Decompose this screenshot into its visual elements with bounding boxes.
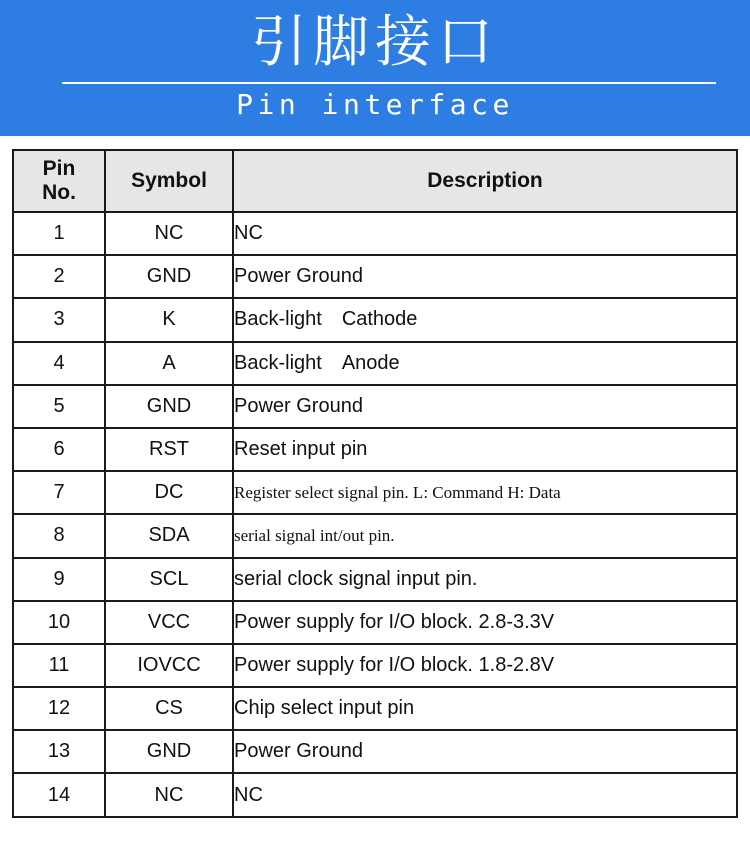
- pin-number: 14: [13, 773, 105, 816]
- pin-symbol: RST: [105, 428, 233, 471]
- header-pin-line1: Pin: [42, 157, 76, 180]
- pin-symbol: NC: [105, 773, 233, 816]
- table-row: [13, 730, 737, 773]
- table-row: [13, 514, 737, 557]
- table-row: [13, 342, 737, 385]
- pin-number: 5: [13, 385, 105, 428]
- table-row: [13, 601, 737, 644]
- pin-description: Chip select input pin: [233, 687, 737, 730]
- header-symbol: Symbol: [105, 150, 233, 212]
- pin-number: 1: [13, 212, 105, 255]
- pin-symbol: A: [105, 342, 233, 385]
- pin-description: Power Ground: [233, 730, 737, 773]
- pin-description: Back-light Anode: [233, 342, 737, 385]
- table-row: [13, 385, 737, 428]
- pin-table: [12, 149, 738, 818]
- header-banner: [0, 0, 750, 136]
- pin-number: 7: [13, 471, 105, 514]
- pin-number: 9: [13, 558, 105, 601]
- pin-symbol: K: [105, 298, 233, 341]
- pin-description: Reset input pin: [233, 428, 737, 471]
- pin-symbol: SCL: [105, 558, 233, 601]
- pin-description: Power Ground: [233, 255, 737, 298]
- pin-symbol: SDA: [105, 514, 233, 557]
- pin-symbol: GND: [105, 385, 233, 428]
- pin-number: 13: [13, 730, 105, 773]
- pin-symbol: VCC: [105, 601, 233, 644]
- page-title-english: Pin interface: [236, 88, 514, 121]
- pin-description: serial signal int/out pin.: [233, 514, 737, 557]
- pin-description: Register select signal pin. L: Command H: Data: [233, 471, 737, 514]
- pin-description: Back-light Cathode: [233, 298, 737, 341]
- title-divider: [62, 82, 716, 84]
- table-row: [13, 644, 737, 687]
- header-pin-line2: No.: [42, 181, 76, 204]
- pin-symbol: DC: [105, 471, 233, 514]
- page-title-chinese: 引脚接口: [251, 10, 499, 75]
- table-row: [13, 212, 737, 255]
- table-row: [13, 558, 737, 601]
- table-row: [13, 687, 737, 730]
- pin-description: NC: [233, 212, 737, 255]
- header-description: Description: [233, 150, 737, 212]
- pin-number: 12: [13, 687, 105, 730]
- header-pin-no: [13, 150, 105, 212]
- pin-number: 8: [13, 514, 105, 557]
- table-row: [13, 471, 737, 514]
- pin-description: Power supply for I/O block. 2.8-3.3V: [233, 601, 737, 644]
- pin-symbol: CS: [105, 687, 233, 730]
- pin-number: 3: [13, 298, 105, 341]
- pin-number: 2: [13, 255, 105, 298]
- table-row: [13, 298, 737, 341]
- pin-description: Power supply for I/O block. 1.8-2.8V: [233, 644, 737, 687]
- pin-description: Power Ground: [233, 385, 737, 428]
- pin-symbol: GND: [105, 730, 233, 773]
- table-row: [13, 255, 737, 298]
- table-row: [13, 428, 737, 471]
- pin-number: 4: [13, 342, 105, 385]
- pin-description: serial clock signal input pin.: [233, 558, 737, 601]
- pin-number: 10: [13, 601, 105, 644]
- pin-description: NC: [233, 773, 737, 816]
- pin-symbol: IOVCC: [105, 644, 233, 687]
- table-row: [13, 773, 737, 816]
- pin-symbol: NC: [105, 212, 233, 255]
- table-header-row: [13, 150, 737, 212]
- pin-number: 11: [13, 644, 105, 687]
- pin-symbol: GND: [105, 255, 233, 298]
- pin-number: 6: [13, 428, 105, 471]
